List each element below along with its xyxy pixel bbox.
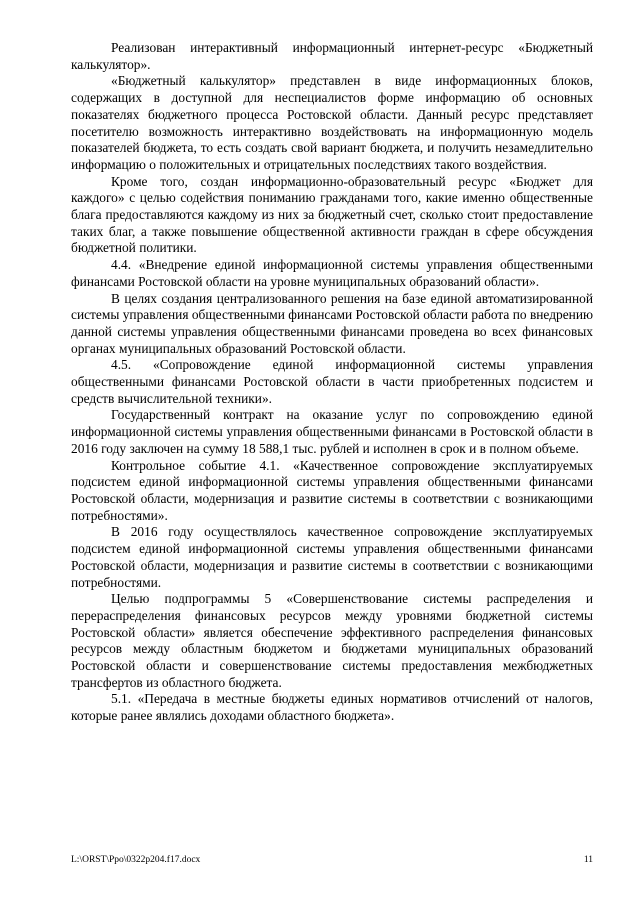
paragraph-section-5-1: 5.1. «Передача в местные бюджеты единых нормативов отчислений от налогов, которые ранее являлись доходами областного бюджета». [71, 691, 593, 724]
paragraph-subprogram-5-goal: Целью подпрограммы 5 «Совершенствование системы распределения и перераспределения финансовых ресурсов между уровнями бюджетной системы Ростовской области» является обеспечение эффективного распределения финансовых ресурсов между областным бюджетом и бюджетами муниципальных образований Ростовской области и совершенствование системы предоставления межбюджетных трансфертов из областного бюджета. [71, 591, 593, 690]
paragraph-centralized-solution: В целях создания централизованного решения на базе единой автоматизированной системы управления общественными финансами Ростовской области работа по внедрению данной системы управления общественными финансами проведена во всех финансовых органах муниципальных образований Ростовской области. [71, 290, 593, 356]
paragraph-section-4-4: 4.4. «Внедрение единой информационной системы управления общественными финансами Ростовской области на уровне муниципальных образований области». [71, 257, 593, 289]
footer-file-path: L:\ORST\Ppo\0322p204.f17.docx [71, 855, 201, 865]
paragraph-calculator-intro: Реализован интерактивный информационный интернет-ресурс «Бюджетный калькулятор». [71, 40, 593, 72]
paragraph-control-event-4-1: Контрольное событие 4.1. «Качественное сопровождение эксплуатируемых подсистем единой информационной системы управления общественными финансами Ростовской области, модернизация и развитие системы в соответствии с возникающими потребностями». [71, 457, 593, 523]
document-body [71, 40, 593, 725]
page-number: 11 [583, 855, 593, 865]
paragraph-2016-support: В 2016 году осуществлялось качественное сопровождение эксплуатируемых подсистем единой информационной системы управления общественными финансами Ростовской области, модернизация и развитие системы в соответствии с возникающими потребностями. [71, 524, 593, 590]
paragraph-state-contract: Государственный контракт на оказание услуг по сопровождению единой информационной системы управления общественными финансами в Ростовской области в 2016 году заключен на сумму 18 588,1 тыс. рублей и исполнен в срок и в полном объеме. [71, 407, 593, 456]
paragraph-section-4-5: 4.5. «Сопровождение единой информационной системы управления общественными финансами Ростовской области в части приобретенных подсистем и средств вычислительной техники». [71, 357, 593, 406]
page-footer [71, 855, 593, 865]
paragraph-calculator-description: «Бюджетный калькулятор» представлен в виде информационных блоков, содержащих в доступной для неспециалистов форме информацию об основных показателях бюджетного процесса Ростовской области. Данный ресурс представляет посетителю возможность интерактивно воздействовать на информационную модель показателей бюджета, то есть создать свой вариант бюджета, и получить незамедлительно информацию о положительных и отрицательных последствиях такого воздействия. [71, 73, 593, 172]
paragraph-budget-for-everyone: Кроме того, создан информационно-образовательный ресурс «Бюджет для каждого» с целью содействия пониманию гражданами того, какие именно общественные блага предоставляются каждому из них за бюджетный счет, сколько стоит предоставление таких благ, а также повышение общественной активности граждан в сфере обсуждения бюджетной политики. [71, 173, 593, 256]
